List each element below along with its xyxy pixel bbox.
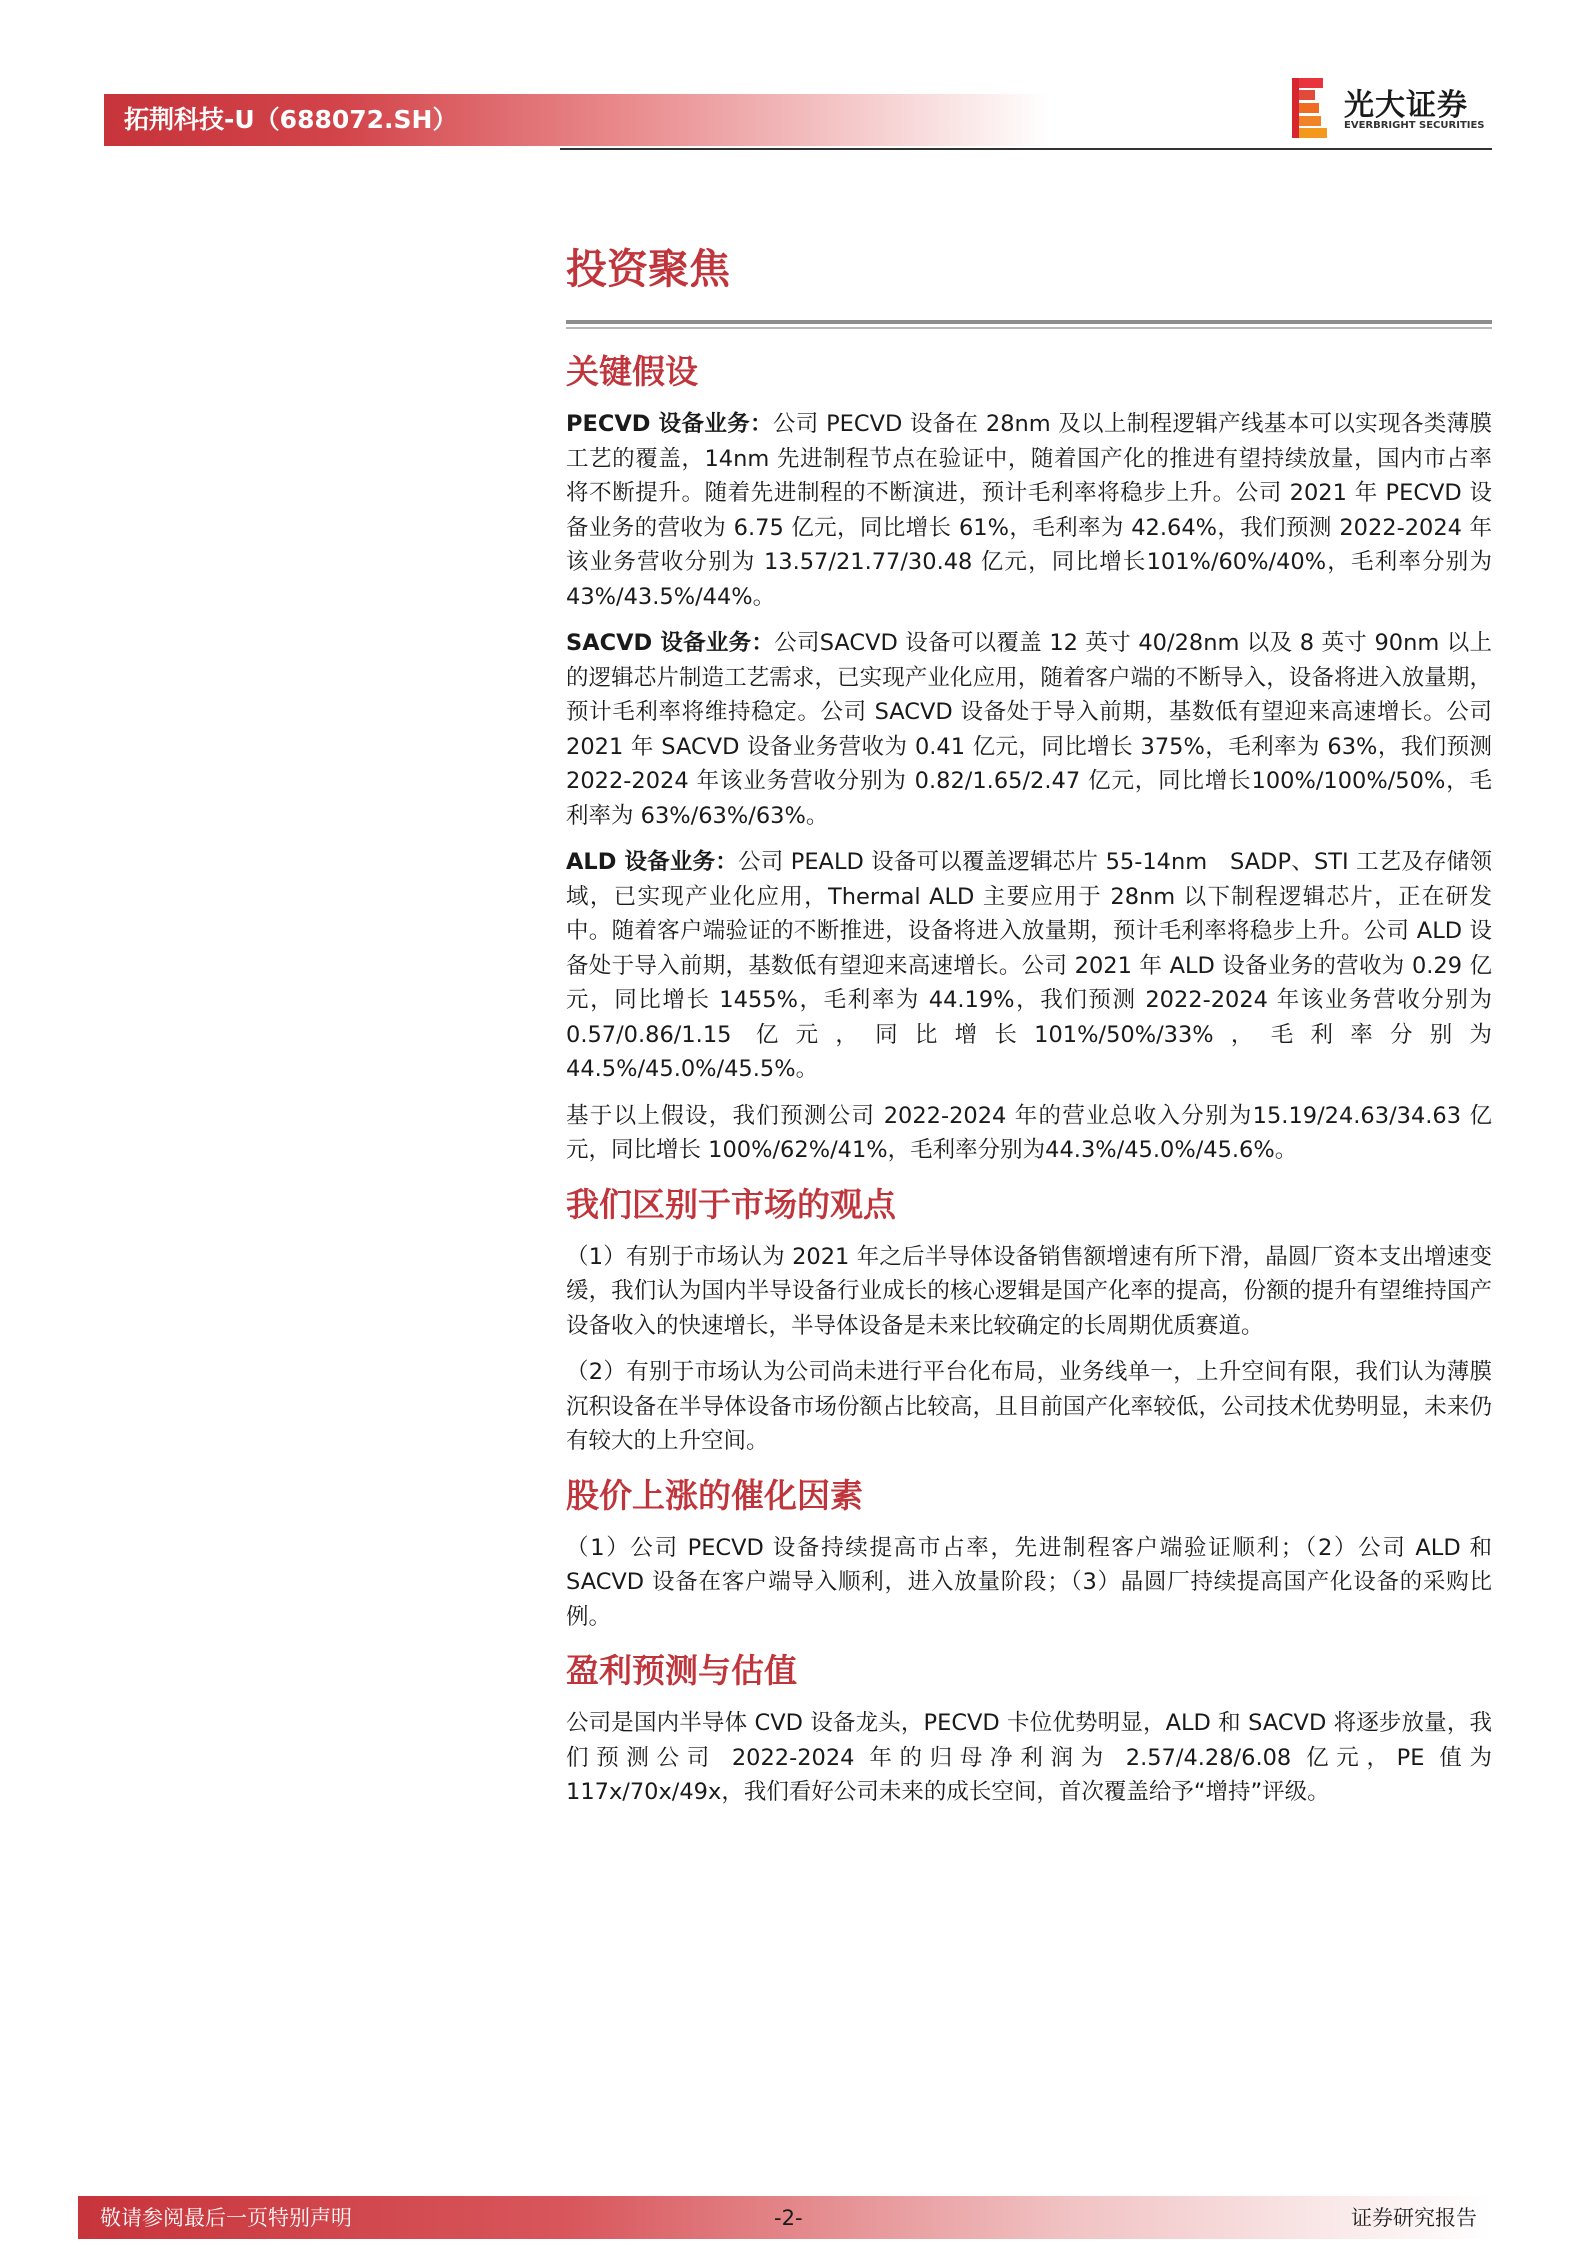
section-heading-valuation: 盈利预测与估值 [566,1651,797,1690]
footer-disclaimer-note: 敬请参阅最后一页特别声明 [100,2206,352,2230]
section-heading-assumptions: 关键假设 [566,352,698,391]
ald-paragraph [566,845,1492,1087]
page-number: -2- [774,2206,803,2230]
report-stock-title: 拓荆科技-U（688072.SH） [124,105,458,134]
main-content [566,240,1492,1822]
ald-label: ALD 设备业务： [566,849,738,875]
sacvd-text: 公司SACVD 设备可以覆盖 12 英寸 40/28nm 以及 8 英寸 90nm 以上的逻辑芯片制造工艺需求，已实现产业化应用，随着客户端的不断导入，设备将进入放量期，预计毛利率将维持稳定。公司 SACVD 设备处于导入前期，基数低有望迎来高速增长。公司 2021 年 SACVD 设备业务营收为 0.41 亿元，同比增长 375%，毛利率为 63%，我们预测 2022-2024 年该业务营收分别为 0.82/1.65/2.47 亿元，同比增长100%/100%/50%，毛利率为 63%/63%/63%。 [566,630,1492,829]
everbright-logo-icon [1290,76,1330,140]
logo-english-name: EVERBRIGHT SECURITIES [1344,120,1485,131]
title-divider-thin [566,327,1492,329]
catalysts-paragraph: （1）公司 PECVD 设备持续提高市占率，先进制程客户端验证顺利；（2）公司 ALD 和 SACVD 设备在客户端导入顺利，进入放量阶段；（3）晶圆厂持续提高国产化设备的采购比例。 [566,1534,1492,1630]
sacvd-label: SACVD 设备业务： [566,630,775,656]
pecvd-text: 公司 PECVD 设备在 28nm 及以上制程逻辑产线基本可以实现各类薄膜工艺的覆盖，14nm 先进制程节点在验证中，随着国产化的推进有望持续放量，国内市占率将不断提升。随着先进制程的不断演进，预计毛利率将稳步上升。公司 2021 年 PECVD 设备业务的营收为 6.75 亿元，同比增长 61%，毛利率为 42.64%，我们预测 2022-2024 年该业务营收分别为 13.57/21.77/30.48 亿元，同比增长101%/60%/40%，毛利率分别为 43%/43.5%/44%。 [566,411,1492,610]
header-divider [560,148,1492,150]
sacvd-paragraph [566,626,1492,833]
difference-paragraph-2: （2）有别于市场认为公司尚未进行平台化布局，业务线单一，上升空间有限，我们认为薄膜沉积设备在半导体设备市场份额占比较高，且目前国产化率较低，公司技术优势明显，未来仍有较大的上升空间。 [566,1359,1492,1454]
pecvd-label: PECVD 设备业务： [566,411,773,437]
difference-paragraph-1: （1）有别于市场认为 2021 年之后半导体设备销售额增速有所下滑，晶圆厂资本支出增速变缓，我们认为国内半导设备行业成长的核心逻辑是国产化率的提高，份额的提升有望维持国产设备收入的快速增长，半导体设备是未来比较确定的长周期优质赛道。 [566,1243,1492,1339]
footer-report-type: 证券研究报告 [1351,2206,1477,2230]
section-heading-catalysts: 股价上涨的催化因素 [566,1475,863,1515]
logo-chinese-name: 光大证券 [1344,88,1468,123]
pecvd-paragraph [566,407,1492,614]
section-heading-difference: 我们区别于市场的观点 [566,1184,896,1224]
page-title: 投资聚焦 [566,245,730,293]
title-divider [566,320,1492,324]
valuation-paragraph: 公司是国内半导体 CVD 设备龙头，PECVD 卡位优势明显，ALD 和 SACVD 将逐步放量，我们预测公司 2022-2024 年的归母净利润为 2.57/4.28/6.08 亿元，PE 值为 117x/70x/49x，我们看好公司未来的成长空间，首次覆盖给予“增持”评级。 [566,1710,1492,1805]
everbright-logo [1290,76,1490,140]
ald-text: 公司 PEALD 设备可以覆盖逻辑芯片 55-14nm SADP、STI 工艺及存储领域，已实现产业化应用，Thermal ALD 主要应用于 28nm 以下制程逻辑芯片，正在研发中。随着客户端验证的不断推进，设备将进入放量期，预计毛利率将稳步上升。公司 ALD 设备处于导入前期，基数低有望迎来高速增长。公司 2021 年 ALD 设备业务的营收为 0.29 亿元，同比增长 1455%，毛利率为 44.19%，我们预测 2022-2024 年该业务营收分别为 0.57/0.86/1.15 亿元，同比增长101%/50%/33%，毛利率分别为 44.5%/45.0%/45.5%。 [566,849,1492,1082]
assumptions-summary: 基于以上假设，我们预测公司 2022-2024 年的营业总收入分别为15.19/24.63/34.63 亿元，同比增长 100%/62%/41%，毛利率分别为44.3%/45.0%/45.6%。 [566,1102,1492,1163]
